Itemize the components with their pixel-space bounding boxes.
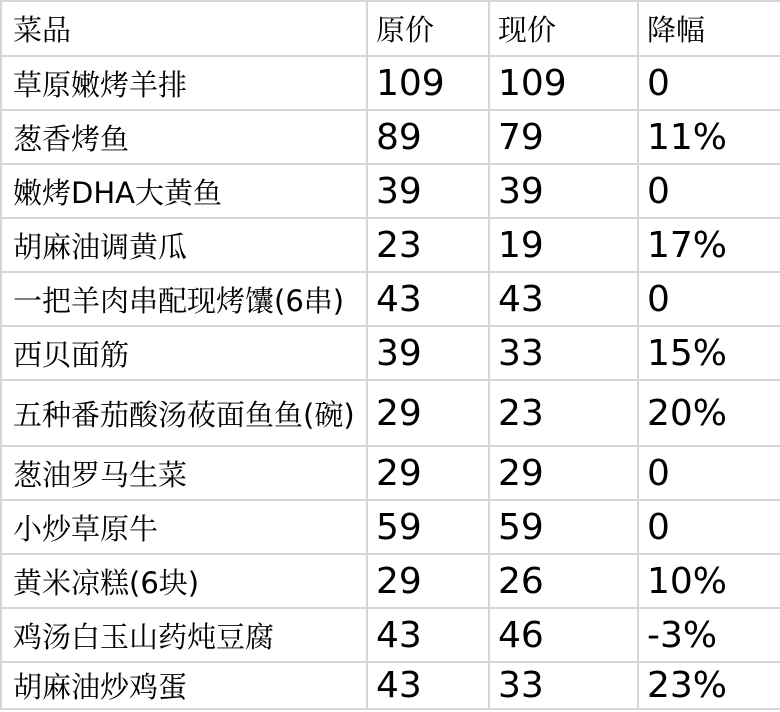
dish-cell: 小炒草原牛	[1, 500, 367, 554]
discount-cell: 0	[638, 500, 780, 554]
discount-cell: 0	[638, 272, 780, 326]
discount-cell: 0	[638, 164, 780, 218]
table-row	[1, 380, 780, 446]
current-price-cell: 39	[489, 164, 638, 218]
discount-cell: 15%	[638, 326, 780, 380]
original-price-cell: 23	[367, 218, 489, 272]
current-price-cell: 33	[489, 326, 638, 380]
table-row	[1, 218, 780, 272]
table-row	[1, 110, 780, 164]
original-price-cell: 43	[367, 608, 489, 662]
table-body	[1, 56, 780, 709]
dish-cell: 葱香烤鱼	[1, 110, 367, 164]
original-price-cell: 43	[367, 272, 489, 326]
table-row	[1, 662, 780, 709]
table-row	[1, 272, 780, 326]
current-price-cell: 43	[489, 272, 638, 326]
dish-cell: 葱油罗马生菜	[1, 446, 367, 500]
original-price-cell: 59	[367, 500, 489, 554]
header-current-price: 现价	[489, 1, 638, 56]
current-price-cell: 29	[489, 446, 638, 500]
discount-cell: 23%	[638, 662, 780, 709]
table-row	[1, 326, 780, 380]
current-price-cell: 59	[489, 500, 638, 554]
discount-cell: 0	[638, 446, 780, 500]
dish-cell: 西贝面筋	[1, 326, 367, 380]
discount-cell: -3%	[638, 608, 780, 662]
current-price-cell: 109	[489, 56, 638, 110]
dish-cell: 五种番茄酸汤莜面鱼鱼(碗)	[1, 380, 367, 446]
table-row	[1, 446, 780, 500]
header-row	[1, 1, 780, 56]
original-price-cell: 39	[367, 326, 489, 380]
dish-cell: 一把羊肉串配现烤馕(6串)	[1, 272, 367, 326]
current-price-cell: 46	[489, 608, 638, 662]
table-row	[1, 164, 780, 218]
dish-cell: 胡麻油调黄瓜	[1, 218, 367, 272]
original-price-cell: 43	[367, 662, 489, 709]
original-price-cell: 39	[367, 164, 489, 218]
current-price-cell: 23	[489, 380, 638, 446]
table-row	[1, 500, 780, 554]
discount-cell: 11%	[638, 110, 780, 164]
header-dish: 菜品	[1, 1, 367, 56]
current-price-cell: 33	[489, 662, 638, 709]
current-price-cell: 19	[489, 218, 638, 272]
dish-cell: 嫩烤DHA大黄鱼	[1, 164, 367, 218]
discount-cell: 0	[638, 56, 780, 110]
discount-cell: 20%	[638, 380, 780, 446]
original-price-cell: 29	[367, 380, 489, 446]
dish-cell: 鸡汤白玉山药炖豆腐	[1, 608, 367, 662]
header-discount: 降幅	[638, 1, 780, 56]
table-row	[1, 554, 780, 608]
dish-cell: 胡麻油炒鸡蛋	[1, 662, 367, 709]
discount-cell: 10%	[638, 554, 780, 608]
table-row	[1, 56, 780, 110]
original-price-cell: 89	[367, 110, 489, 164]
dish-cell: 黄米凉糕(6块)	[1, 554, 367, 608]
original-price-cell: 109	[367, 56, 489, 110]
table-row	[1, 608, 780, 662]
current-price-cell: 79	[489, 110, 638, 164]
current-price-cell: 26	[489, 554, 638, 608]
discount-cell: 17%	[638, 218, 780, 272]
dish-cell: 草原嫩烤羊排	[1, 56, 367, 110]
header-original-price: 原价	[367, 1, 489, 56]
original-price-cell: 29	[367, 554, 489, 608]
original-price-cell: 29	[367, 446, 489, 500]
